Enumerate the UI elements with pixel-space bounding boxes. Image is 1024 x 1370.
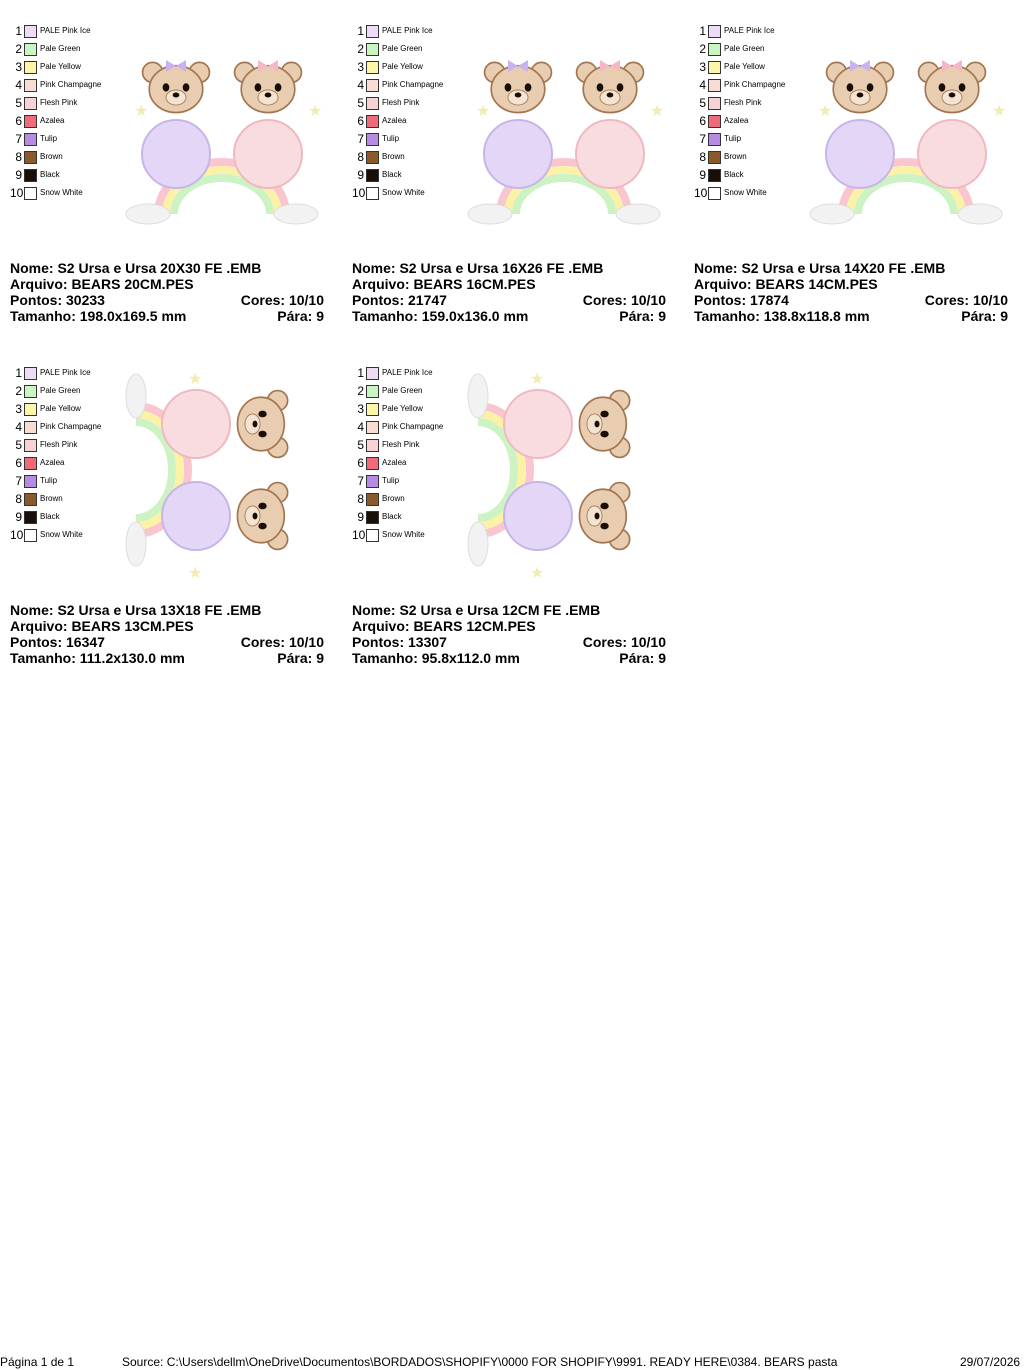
- design-preview: [802, 24, 1010, 244]
- color-row: [352, 114, 472, 132]
- color-row: [10, 42, 130, 60]
- stitch-count: Pontos: 13307: [352, 634, 447, 650]
- design-card: [352, 366, 668, 696]
- color-row: [352, 402, 472, 420]
- color-row: [694, 150, 814, 168]
- color-number: 4: [699, 78, 706, 92]
- color-number: 8: [699, 150, 706, 164]
- color-number: 9: [357, 510, 364, 524]
- color-name: Azalea: [724, 116, 749, 125]
- print-date: 29/07/2026: [960, 1355, 1021, 1369]
- stitch-count: Pontos: 21747: [352, 292, 447, 308]
- color-name: Snow White: [382, 188, 425, 197]
- color-number: 1: [15, 366, 22, 380]
- color-number: 3: [357, 60, 364, 74]
- color-name: Snow White: [40, 530, 83, 539]
- svg-text:★: ★: [992, 101, 1007, 120]
- color-swatch: [24, 151, 37, 164]
- color-number: 4: [15, 420, 22, 434]
- color-swatch: [708, 25, 721, 38]
- color-name: Pale Yellow: [724, 62, 765, 71]
- color-number: 6: [357, 456, 364, 470]
- color-number: 2: [357, 42, 364, 56]
- stitch-count: Pontos: 17874: [694, 292, 789, 308]
- color-row: [352, 42, 472, 60]
- color-name: PALE Pink Ice: [724, 26, 775, 35]
- color-count: Cores: 10/10: [582, 292, 666, 308]
- color-row: [10, 438, 130, 456]
- color-number: 5: [357, 96, 364, 110]
- color-name: Tulip: [382, 476, 400, 485]
- color-row: [10, 456, 130, 474]
- color-number: 7: [357, 132, 364, 146]
- color-name: PALE Pink Ice: [382, 368, 433, 377]
- color-row: [352, 420, 472, 438]
- color-number: 7: [357, 474, 364, 488]
- color-swatch: [24, 61, 37, 74]
- color-row: [694, 168, 814, 186]
- color-name: PALE Pink Ice: [40, 26, 91, 35]
- color-row: [352, 132, 472, 150]
- color-swatch: [366, 439, 379, 452]
- design-card: [352, 24, 668, 354]
- color-row: [10, 150, 130, 168]
- color-row: [694, 96, 814, 114]
- color-name: Brown: [382, 494, 405, 503]
- color-swatch: [24, 97, 37, 110]
- color-swatch: [24, 457, 37, 470]
- design-info: [10, 602, 324, 666]
- color-name: Pale Green: [382, 44, 423, 53]
- color-row: [10, 492, 130, 510]
- color-number: 9: [699, 168, 706, 182]
- color-number: 4: [357, 420, 364, 434]
- color-swatch: [366, 403, 379, 416]
- color-row: [352, 24, 472, 42]
- color-row: [352, 492, 472, 510]
- color-swatch: [708, 43, 721, 56]
- color-name: Pale Yellow: [382, 62, 423, 71]
- color-number: 9: [357, 168, 364, 182]
- color-name: Flesh Pink: [40, 440, 78, 449]
- color-row: [10, 186, 130, 204]
- color-row: [352, 366, 472, 384]
- color-swatch: [366, 115, 379, 128]
- color-number: 10: [352, 186, 366, 200]
- color-row: [352, 474, 472, 492]
- color-swatch: [366, 187, 379, 200]
- color-swatch: [366, 457, 379, 470]
- design-info: [352, 602, 666, 666]
- design-name: Nome: S2 Ursa e Ursa 14X20 FE .EMB: [694, 260, 946, 276]
- color-number: 9: [15, 168, 22, 182]
- color-row: [10, 114, 130, 132]
- color-name: Black: [40, 512, 60, 521]
- color-swatch: [24, 79, 37, 92]
- design-name: Nome: S2 Ursa e Ursa 20X30 FE .EMB: [10, 260, 262, 276]
- design-preview: [118, 24, 326, 244]
- color-name: Flesh Pink: [382, 98, 420, 107]
- color-name: Azalea: [382, 458, 407, 467]
- color-row: [694, 60, 814, 78]
- color-row: [10, 402, 130, 420]
- design-card: [694, 24, 1010, 354]
- page-footer: [0, 1354, 1024, 1370]
- design-file: Arquivo: BEARS 12CM.PES: [352, 618, 536, 634]
- stitch-count: Pontos: 16347: [10, 634, 105, 650]
- color-swatch: [366, 43, 379, 56]
- color-number: 8: [357, 492, 364, 506]
- color-number: 7: [699, 132, 706, 146]
- color-swatch: [708, 79, 721, 92]
- color-swatch: [366, 385, 379, 398]
- color-number: 8: [15, 492, 22, 506]
- color-count: Cores: 10/10: [240, 292, 324, 308]
- color-number: 1: [357, 366, 364, 380]
- color-row: [352, 150, 472, 168]
- color-swatch: [366, 151, 379, 164]
- color-number: 4: [357, 78, 364, 92]
- color-name: PALE Pink Ice: [40, 368, 91, 377]
- design-size: Tamanho: 95.8x112.0 mm: [352, 650, 520, 666]
- color-name: Pale Green: [40, 386, 81, 395]
- color-swatch: [366, 169, 379, 182]
- svg-text:★: ★: [308, 101, 323, 120]
- color-swatch: [24, 493, 37, 506]
- color-number: 10: [694, 186, 708, 200]
- design-preview: [460, 24, 668, 244]
- color-row: [10, 78, 130, 96]
- color-name: Flesh Pink: [40, 98, 78, 107]
- color-number: 2: [15, 384, 22, 398]
- color-name: Azalea: [40, 458, 65, 467]
- color-name: Flesh Pink: [724, 98, 762, 107]
- color-name: Pale Yellow: [40, 404, 81, 413]
- color-name: Pale Green: [724, 44, 765, 53]
- design-size: Tamanho: 159.0x136.0 mm: [352, 308, 529, 324]
- color-number: 2: [699, 42, 706, 56]
- color-swatch: [24, 169, 37, 182]
- color-name: Pink Champagne: [40, 422, 102, 431]
- color-row: [694, 24, 814, 42]
- design-info: [10, 260, 324, 324]
- color-row: [10, 384, 130, 402]
- color-number: 6: [15, 114, 22, 128]
- color-swatch: [24, 439, 37, 452]
- design-size: Tamanho: 198.0x169.5 mm: [10, 308, 187, 324]
- color-number: 7: [15, 474, 22, 488]
- color-name: Black: [382, 170, 402, 179]
- color-swatch: [24, 115, 37, 128]
- color-number: 8: [357, 150, 364, 164]
- color-row: [10, 96, 130, 114]
- color-count: Cores: 10/10: [240, 634, 324, 650]
- color-number: 3: [15, 60, 22, 74]
- design-size: Tamanho: 138.8x118.8 mm: [694, 308, 870, 324]
- source-path: Source: C:\Users\dellm\OneDrive\Documentos\BORDADOS\SHOPIFY\0000 FOR SHOPIFY\9991. READY HERE\0384. BEARS pasta: [122, 1355, 838, 1369]
- color-swatch: [24, 529, 37, 542]
- color-number: 6: [699, 114, 706, 128]
- color-number: 10: [10, 528, 24, 542]
- stop-count: Pára: 9: [277, 308, 324, 324]
- color-row: [10, 366, 130, 384]
- color-swatch: [24, 133, 37, 146]
- color-name: Pale Yellow: [40, 62, 81, 71]
- color-swatch: [366, 133, 379, 146]
- color-name: Tulip: [382, 134, 400, 143]
- svg-text:★: ★: [818, 101, 833, 120]
- svg-text:★: ★: [530, 369, 545, 388]
- color-row: [352, 438, 472, 456]
- color-row: [10, 474, 130, 492]
- svg-text:★: ★: [188, 563, 203, 582]
- color-swatch: [366, 97, 379, 110]
- color-name: PALE Pink Ice: [382, 26, 433, 35]
- color-name: Black: [40, 170, 60, 179]
- color-swatch: [24, 385, 37, 398]
- color-swatch: [24, 187, 37, 200]
- color-number: 2: [15, 42, 22, 56]
- stop-count: Pára: 9: [277, 650, 324, 666]
- color-swatch: [366, 79, 379, 92]
- color-row: [694, 186, 814, 204]
- color-row: [10, 24, 130, 42]
- color-number: 9: [15, 510, 22, 524]
- color-row: [10, 168, 130, 186]
- color-swatch: [24, 367, 37, 380]
- color-row: [694, 42, 814, 60]
- color-row: [694, 78, 814, 96]
- color-row: [352, 168, 472, 186]
- color-swatch: [708, 61, 721, 74]
- color-row: [10, 510, 130, 528]
- color-swatch: [366, 475, 379, 488]
- color-number: 2: [357, 384, 364, 398]
- design-preview: [460, 366, 668, 586]
- color-row: [10, 420, 130, 438]
- color-swatch: [24, 403, 37, 416]
- color-swatch: [708, 115, 721, 128]
- design-info: [694, 260, 1008, 324]
- color-name: Brown: [40, 152, 63, 161]
- color-swatch: [24, 421, 37, 434]
- color-row: [10, 60, 130, 78]
- color-swatch: [366, 493, 379, 506]
- color-name: Snow White: [40, 188, 83, 197]
- color-swatch: [24, 43, 37, 56]
- color-swatch: [708, 151, 721, 164]
- color-name: Pink Champagne: [40, 80, 102, 89]
- color-name: Tulip: [40, 134, 58, 143]
- design-card: [10, 366, 326, 696]
- color-count: Cores: 10/10: [582, 634, 666, 650]
- color-row: [352, 384, 472, 402]
- color-number: 5: [15, 96, 22, 110]
- color-row: [352, 510, 472, 528]
- color-row: [352, 60, 472, 78]
- color-row: [352, 528, 472, 546]
- color-number: 4: [15, 78, 22, 92]
- stop-count: Pára: 9: [619, 308, 666, 324]
- page-number: Página 1 de 1: [0, 1355, 75, 1369]
- color-name: Brown: [724, 152, 747, 161]
- color-number: 1: [699, 24, 706, 38]
- design-file: Arquivo: BEARS 13CM.PES: [10, 618, 194, 634]
- design-size: Tamanho: 111.2x130.0 mm: [10, 650, 185, 666]
- design-card: [10, 24, 326, 354]
- color-name: Brown: [382, 152, 405, 161]
- color-number: 10: [10, 186, 24, 200]
- svg-text:★: ★: [650, 101, 665, 120]
- color-swatch: [24, 25, 37, 38]
- color-name: Pink Champagne: [382, 80, 444, 89]
- svg-text:★: ★: [530, 563, 545, 582]
- color-name: Flesh Pink: [382, 440, 420, 449]
- color-row: [10, 132, 130, 150]
- color-name: Pale Green: [40, 44, 81, 53]
- color-number: 6: [357, 114, 364, 128]
- design-name: Nome: S2 Ursa e Ursa 13X18 FE .EMB: [10, 602, 262, 618]
- color-name: Snow White: [724, 188, 767, 197]
- color-name: Azalea: [40, 116, 65, 125]
- svg-text:★: ★: [188, 369, 203, 388]
- color-swatch: [366, 421, 379, 434]
- color-swatch: [24, 475, 37, 488]
- color-name: Tulip: [40, 476, 58, 485]
- color-row: [352, 186, 472, 204]
- design-file: Arquivo: BEARS 20CM.PES: [10, 276, 194, 292]
- color-number: 6: [15, 456, 22, 470]
- color-row: [352, 96, 472, 114]
- design-file: Arquivo: BEARS 14CM.PES: [694, 276, 878, 292]
- color-number: 8: [15, 150, 22, 164]
- design-name: Nome: S2 Ursa e Ursa 16X26 FE .EMB: [352, 260, 604, 276]
- color-swatch: [366, 511, 379, 524]
- color-name: Tulip: [724, 134, 742, 143]
- design-preview: [118, 366, 326, 586]
- design-info: [352, 260, 666, 324]
- color-number: 10: [352, 528, 366, 542]
- color-name: Pale Yellow: [382, 404, 423, 413]
- color-name: Pink Champagne: [382, 422, 444, 431]
- svg-text:★: ★: [476, 101, 491, 120]
- color-number: 5: [15, 438, 22, 452]
- color-name: Black: [724, 170, 744, 179]
- color-number: 1: [15, 24, 22, 38]
- color-swatch: [366, 61, 379, 74]
- color-row: [10, 528, 130, 546]
- color-name: Black: [382, 512, 402, 521]
- color-number: 5: [699, 96, 706, 110]
- color-name: Snow White: [382, 530, 425, 539]
- color-swatch: [24, 511, 37, 524]
- design-file: Arquivo: BEARS 16CM.PES: [352, 276, 536, 292]
- color-swatch: [708, 187, 721, 200]
- color-number: 7: [15, 132, 22, 146]
- color-swatch: [708, 169, 721, 182]
- svg-text:★: ★: [134, 101, 149, 120]
- color-number: 3: [699, 60, 706, 74]
- color-name: Pink Champagne: [724, 80, 786, 89]
- stop-count: Pára: 9: [961, 308, 1008, 324]
- stop-count: Pára: 9: [619, 650, 666, 666]
- color-number: 1: [357, 24, 364, 38]
- color-row: [694, 132, 814, 150]
- color-swatch: [708, 97, 721, 110]
- color-name: Azalea: [382, 116, 407, 125]
- color-swatch: [366, 25, 379, 38]
- color-name: Pale Green: [382, 386, 423, 395]
- color-row: [694, 114, 814, 132]
- color-swatch: [366, 367, 379, 380]
- color-number: 3: [15, 402, 22, 416]
- color-swatch: [708, 133, 721, 146]
- color-name: Brown: [40, 494, 63, 503]
- design-name: Nome: S2 Ursa e Ursa 12CM FE .EMB: [352, 602, 601, 618]
- color-row: [352, 456, 472, 474]
- stitch-count: Pontos: 30233: [10, 292, 105, 308]
- color-row: [352, 78, 472, 96]
- color-count: Cores: 10/10: [924, 292, 1008, 308]
- color-number: 3: [357, 402, 364, 416]
- color-swatch: [366, 529, 379, 542]
- color-number: 5: [357, 438, 364, 452]
